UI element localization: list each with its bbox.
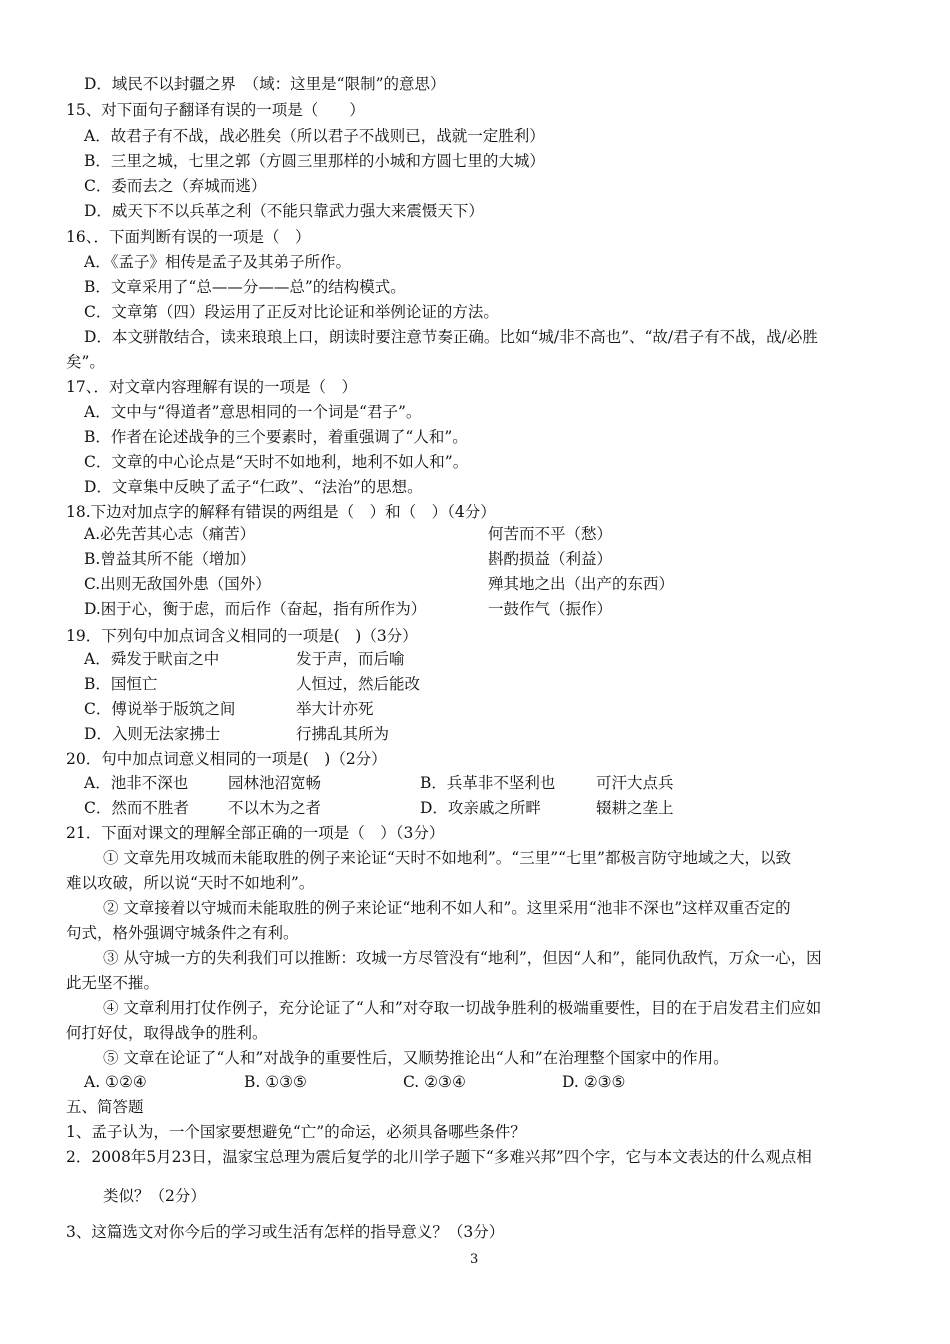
q15-option-c: C．委而去之（弃城而逃） — [84, 177, 267, 195]
q18-stem: 18.下边对加点字的解释有错误的两组是（ ）和（ ）（4分） — [66, 503, 496, 521]
q18-row-c-right: 殚其地之出（出产的东西） — [488, 575, 675, 593]
q18-row-a-left: A.必先苦其心志（痛苦） — [84, 525, 256, 543]
q18-row-c-left: C.出则无敌国外患（国外） — [84, 575, 271, 593]
q19-row-b-right: 人恒过，然后能改 — [296, 675, 421, 693]
q20-row2-col1: C．然而不胜者 — [84, 799, 189, 817]
q16-option-d-line2: 矣”。 — [66, 353, 105, 371]
page-number: 3 — [470, 1252, 479, 1267]
q17-stem: 17、．对文章内容理解有误的一项是（ ） — [66, 378, 357, 396]
q20-row1-col1: A．池非不深也 — [84, 774, 189, 792]
q15-stem: 15、对下面句子翻译有误的一项是（ ） — [66, 101, 365, 119]
q14-option-d: D．域民不以封疆之界 （域：这里是“限制”的意思） — [84, 75, 446, 93]
q21-item1-line1: ① 文章先用攻城而未能取胜的例子来论证“天时不如地利”。“三里”“七里”都极言防守地域之大，以致 — [103, 849, 791, 867]
q20-row2-col2: 不以木为之者 — [228, 799, 322, 817]
q16-option-b: B．文章采用了“总——分——总”的结构模式。 — [84, 278, 406, 296]
q18-row-d-right: 一鼓作气（振作） — [488, 600, 613, 618]
q19-row-d-right: 行拂乱其所为 — [296, 725, 390, 743]
q20-row1-col4: 可汗大点兵 — [596, 774, 674, 792]
q15-option-a: A．故君子有不战，战必胜矣（所以君子不战则已，战就一定胜利） — [84, 127, 545, 145]
q19-row-b-left: B．国恒亡 — [84, 675, 158, 693]
q21-item3-line1: ③ 从守城一方的失利我们可以推断：攻城一方尽管没有“地利”，但因“人和”，能同仇敌忾，万众一心，因 — [103, 949, 822, 967]
q17-option-b: B．作者在论述战争的三个要素时，着重强调了“人和”。 — [84, 428, 468, 446]
q16-option-c: C．文章第（四）段运用了正反对比论证和举例论证的方法。 — [84, 303, 499, 321]
q18-row-b-left: B.曾益其所不能（增加） — [84, 550, 256, 568]
q21-option-d: D. ②③⑤ — [562, 1073, 626, 1091]
q15-option-b: B．三里之城，七里之郭（方圆三里那样的小城和方圆七里的大城） — [84, 152, 545, 170]
q21-option-b: B. ①③⑤ — [244, 1073, 307, 1091]
q21-option-c: C. ②③④ — [403, 1073, 466, 1091]
section5-q2-line2: 类似？（2分） — [103, 1187, 206, 1205]
q19-row-c-left: C．傅说举于版筑之间 — [84, 700, 236, 718]
q19-stem: 19．下列句中加点词含义相同的一项是( )（3分） — [66, 627, 418, 645]
q17-option-c: C．文章的中心论点是“天时不如地利，地利不如人和”。 — [84, 453, 469, 471]
q20-row1-col2: 园林池沼宽畅 — [228, 774, 322, 792]
q19-row-c-right: 举大计亦死 — [296, 700, 374, 718]
q16-option-d-line1: D．本文骈散结合，读来琅琅上口，朗读时要注意节奏正确。比如“城/非不高也”、“故/君子有不战，战/必胜 — [84, 328, 818, 346]
q20-stem: 20．句中加点词意义相同的一项是( )（2分） — [66, 750, 387, 768]
q19-row-a-left: A．舜发于畎亩之中 — [84, 650, 220, 668]
q16-stem: 16、．下面判断有误的一项是（ ） — [66, 228, 311, 246]
q19-row-a-right: 发于声，而后喻 — [296, 650, 405, 668]
q17-option-a: A．文中与“得道者”意思相同的一个词是“君子”。 — [84, 403, 422, 421]
section5-q3: 3、这篇选文对你今后的学习或生活有怎样的指导意义？（3分） — [66, 1223, 505, 1241]
section5-q1: 1、孟子认为，一个国家要想避免“亡”的命运，必须具备哪些条件？ — [66, 1123, 526, 1141]
q21-option-a: A. ①②④ — [84, 1073, 147, 1091]
q20-row2-col3: D．攻亲戚之所畔 — [420, 799, 541, 817]
q21-item5: ⑤ 文章在论证了“人和”对战争的重要性后，又顺势推论出“人和”在治理整个国家中的作用。 — [103, 1049, 729, 1067]
q21-item4-line2: 何打好仗，取得战争的胜利。 — [66, 1024, 268, 1042]
q19-row-d-left: D．入则无法家拂士 — [84, 725, 221, 743]
q16-option-a: A．《孟子》相传是孟子及其弟子所作。 — [84, 253, 351, 271]
q21-item4-line1: ④ 文章利用打仗作例子，充分论证了“人和”对夺取一切战争胜利的极端重要性，目的在于启发君主们应如 — [103, 999, 822, 1017]
q21-stem: 21．下面对课文的理解全部正确的一项是（ ）（3分） — [66, 824, 445, 842]
q21-item3-line2: 此无坚不摧。 — [66, 974, 160, 992]
q18-row-d-left: D.困于心，衡于虑，而后作（奋起，指有所作为） — [84, 600, 427, 618]
q18-row-a-right: 何苦而不平（愁） — [488, 525, 613, 543]
q15-option-d: D．威天下不以兵革之利（不能只靠武力强大来震慑天下） — [84, 202, 484, 220]
section5-title: 五、简答题 — [66, 1098, 144, 1116]
q21-item2-line2: 句式，格外强调守城条件之有利。 — [66, 924, 299, 942]
q21-item2-line1: ② 文章接着以守城而未能取胜的例子来论证“地利不如人和”。这里采用“池非不深也”这样双重否定的 — [103, 899, 791, 917]
section5-q2-line1: 2．2008年5月23日，温家宝总理为震后复学的北川学子题下“多难兴邦”四个字，它与本文表达的什么观点相 — [66, 1148, 812, 1166]
q17-option-d: D．文章集中反映了孟子“仁政”、“法治”的思想。 — [84, 478, 423, 496]
q20-row2-col4: 辍耕之垄上 — [596, 799, 674, 817]
q21-item1-line2: 难以攻破，所以说“天时不如地利”。 — [66, 874, 315, 892]
q20-row1-col3: B．兵革非不坚利也 — [420, 774, 556, 792]
q18-row-b-right: 斟酌损益（利益） — [488, 550, 613, 568]
